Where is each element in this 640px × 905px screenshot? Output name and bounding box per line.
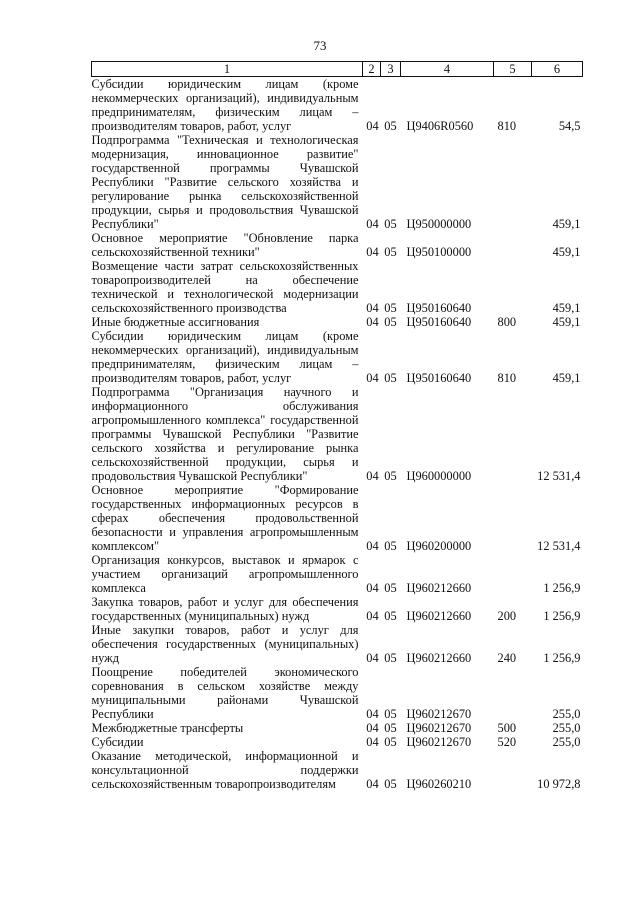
row-subsection: 05 [384, 315, 397, 329]
row-name: Иные бюджетные ассигнования [91, 315, 260, 329]
row-expense-type [494, 749, 532, 791]
row-subsection: 05 [384, 721, 397, 735]
table-row [92, 623, 583, 665]
row-subsection: 05 [384, 217, 397, 231]
row-name: Организация конкурсов, выставок и ярмарок с участием организаций агропромышленного комплекса [91, 553, 359, 595]
row-expense-type: 800 [497, 315, 517, 329]
row-subsection: 05 [384, 735, 397, 749]
header-col-name: 1 [92, 62, 363, 77]
row-amount: 1 256,9 [543, 581, 581, 595]
row-subsection: 05 [384, 245, 397, 259]
row-section: 04 [366, 539, 379, 553]
header-col-section: 2 [363, 62, 381, 77]
table-row [92, 259, 583, 315]
row-amount: 459,1 [552, 315, 581, 329]
row-expense-type: 500 [497, 721, 517, 735]
header-col-subsection: 3 [381, 62, 401, 77]
row-section: 04 [366, 651, 379, 665]
row-target-article: Ц960212660 [406, 609, 472, 623]
budget-table [91, 61, 583, 791]
row-amount: 12 531,4 [537, 539, 581, 553]
row-target-article: Ц960212670 [406, 721, 472, 735]
row-section: 04 [366, 777, 379, 791]
row-amount: 459,1 [552, 217, 581, 231]
row-section: 04 [366, 721, 379, 735]
row-subsection: 05 [384, 707, 397, 721]
row-amount: 459,1 [552, 371, 581, 385]
row-subsection: 05 [384, 301, 397, 315]
row-section: 04 [366, 315, 379, 329]
row-target-article: Ц960000000 [406, 469, 472, 483]
row-name: Закупка товаров, работ и услуг для обеспечения государственных (муниципальных) нужд [91, 595, 359, 623]
row-target-article: Ц950000000 [406, 217, 472, 231]
row-target-article: Ц9406R0560 [406, 119, 474, 133]
row-section: 04 [366, 245, 379, 259]
row-target-article: Ц960212670 [406, 707, 472, 721]
row-expense-type [494, 259, 532, 315]
row-target-article: Ц950160640 [406, 371, 472, 385]
table-row [92, 749, 583, 791]
row-target-article: Ц960212660 [406, 651, 472, 665]
row-section: 04 [366, 217, 379, 231]
row-target-article: Ц960212670 [406, 735, 472, 749]
row-subsection: 05 [384, 119, 397, 133]
table-row [92, 231, 583, 259]
row-name: Подпрограмма "Организация научного и информационного обслуживания агропромышленного комплекса" государственной программы Чувашской Республики "Развитие сельского хозяйства и регулирование рынка сельскохозяйственной продукции, сырья и продовольствия Чувашской Республики" [91, 385, 359, 483]
row-name: Субсидии [91, 735, 144, 749]
row-amount: 255,0 [552, 735, 581, 749]
row-expense-type: 810 [497, 119, 517, 133]
row-target-article: Ц960260210 [406, 777, 472, 791]
row-target-article: Ц950160640 [406, 301, 472, 315]
row-expense-type: 810 [497, 371, 517, 385]
row-amount: 1 256,9 [543, 609, 581, 623]
table-row [92, 385, 583, 483]
header-col-amount: 6 [532, 62, 583, 77]
row-amount: 12 531,4 [537, 469, 581, 483]
row-section: 04 [366, 581, 379, 595]
row-target-article: Ц960200000 [406, 539, 472, 553]
row-section: 04 [366, 735, 379, 749]
row-subsection: 05 [384, 609, 397, 623]
page-number: 73 [313, 38, 327, 53]
row-amount: 1 256,9 [543, 651, 581, 665]
row-expense-type [494, 483, 532, 553]
row-section: 04 [366, 301, 379, 315]
row-subsection: 05 [384, 371, 397, 385]
table-row [92, 329, 583, 385]
row-name: Основное мероприятие "Формирование государственных информационных ресурсов в сферах обеспечения продовольственной безопасности и управления агропромышленным комплексом" [91, 483, 359, 553]
row-amount: 255,0 [552, 721, 581, 735]
row-amount: 459,1 [552, 301, 581, 315]
row-name: Возмещение части затрат сельскохозяйственных товаропроизводителей на обеспечение технической и технологической модернизации сельскохозяйственного производства [91, 259, 359, 315]
row-amount: 54,5 [558, 119, 581, 133]
table-row [92, 553, 583, 595]
row-section: 04 [366, 119, 379, 133]
row-subsection: 05 [384, 651, 397, 665]
row-amount: 10 972,8 [537, 777, 581, 791]
row-subsection: 05 [384, 777, 397, 791]
row-name: Основное мероприятие "Обновление парка сельскохозяйственной техники" [91, 231, 359, 259]
row-name: Поощрение победителей экономического соревнования в сельском хозяйстве между муниципальными районами Чувашской Республики [91, 665, 359, 721]
table-row [92, 315, 583, 329]
row-expense-type: 200 [497, 609, 517, 623]
table-row [92, 595, 583, 623]
row-subsection: 05 [384, 581, 397, 595]
header-col-target-article: 4 [401, 62, 494, 77]
header-col-expense-type: 5 [494, 62, 532, 77]
row-expense-type: 240 [497, 651, 517, 665]
table-row [92, 77, 583, 134]
row-name: Иные закупки товаров, работ и услуг для обеспечения государственных (муниципальных) нужд [91, 623, 359, 665]
table-row [92, 735, 583, 749]
row-name: Подпрограмма "Техническая и технологическая модернизация, инновационное развитие" государственной программы Чувашской Республики "Развитие сельского хозяйства и регулирование рынка сельскохозяйственной продукции, сырья и продовольствия Чувашской Республики" [91, 133, 359, 231]
row-expense-type [494, 385, 532, 483]
row-section: 04 [366, 707, 379, 721]
table-row [92, 483, 583, 553]
table-row [92, 133, 583, 231]
row-target-article: Ц960212660 [406, 581, 472, 595]
row-expense-type [494, 231, 532, 259]
row-section: 04 [366, 609, 379, 623]
row-target-article: Ц950160640 [406, 315, 472, 329]
row-section: 04 [366, 469, 379, 483]
row-section: 04 [366, 371, 379, 385]
row-subsection: 05 [384, 469, 397, 483]
row-name: Оказание методической, информационной и консультационной поддержки сельскохозяйственным товаропроизводителям [91, 749, 359, 791]
row-expense-type [494, 133, 532, 231]
row-expense-type: 520 [497, 735, 517, 749]
row-expense-type [494, 665, 532, 721]
row-expense-type [494, 553, 532, 595]
table-row [92, 665, 583, 721]
row-subsection: 05 [384, 539, 397, 553]
table-row [92, 721, 583, 735]
row-name: Субсидии юридическим лицам (кроме некоммерческих организаций), индивидуальным предпринимателям, физическим лицам – производителям товаров, работ, услуг [91, 77, 359, 133]
row-amount: 459,1 [552, 245, 581, 259]
row-name: Межбюджетные трансферты [91, 721, 244, 735]
row-name: Субсидии юридическим лицам (кроме некоммерческих организаций), индивидуальным предпринимателям, физическим лицам – производителям товаров, работ, услуг [91, 329, 359, 385]
row-target-article: Ц950100000 [406, 245, 472, 259]
table-header-row [92, 62, 583, 77]
row-amount: 255,0 [552, 707, 581, 721]
